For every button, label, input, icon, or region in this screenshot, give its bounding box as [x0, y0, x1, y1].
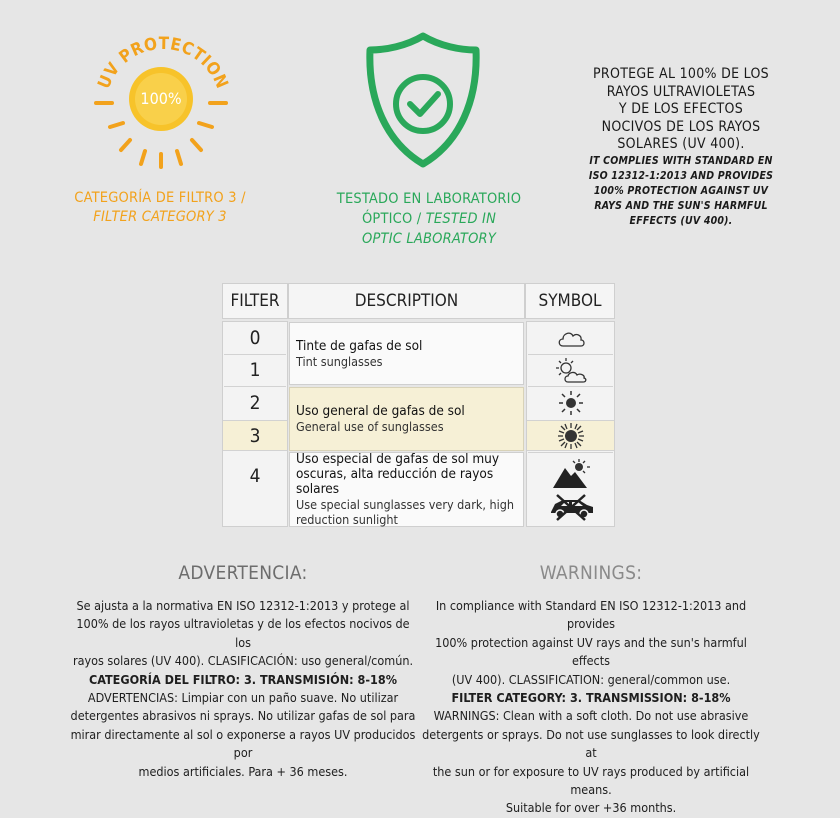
warnings-line: detergents or sprays. Do not use sunglasses to look directly at [422, 726, 760, 761]
filter-category-caption [40, 189, 280, 227]
advertencia-line: 100% de los rayos ultravioletas y de los efectos nocivos de los [76, 616, 410, 650]
description-es: Uso especial de gafas de sol muy oscuras, alta reducción de rayos solares [296, 451, 500, 497]
description-en: Use special sunglasses very dark, high reduction sunlight [296, 497, 514, 527]
protection-es-line: Y DE LOS EFECTOS [618, 101, 744, 117]
protection-en-line: ISO 12312-1:2013 AND PROVIDES [588, 169, 774, 182]
advertencia-line: mirar directamente al sol o exponerse a rayos UV producidos por [70, 726, 416, 761]
row-divider [528, 452, 613, 453]
shield-check-icon [362, 30, 484, 170]
symbol-cell [527, 420, 614, 451]
filter-number: 4 [249, 465, 261, 487]
lab-caption-es: ÓPTICO / [361, 211, 426, 227]
lab-tested-caption [300, 189, 558, 249]
description-es: Tinte de gafas de sol [296, 337, 423, 354]
advertencia-title: ADVERTENCIA: [178, 562, 308, 584]
advertencia-filter-category: CATEGORÍA DEL FILTRO: 3. TRANSMISIÓN: 8-18% [89, 671, 397, 687]
no-driving-icon [547, 492, 595, 522]
description-cell-0-1 [289, 322, 524, 385]
sun-cloud-icon [554, 357, 588, 385]
description-cell-2-3 [289, 387, 524, 451]
protection-en-line: RAYS AND THE SUN'S HARMFUL [594, 199, 768, 212]
protection-es-line: RAYOS ULTRAVIOLETAS [606, 83, 756, 100]
warnings-line: (UV 400). CLASSIFICATION: general/common use. [451, 671, 731, 687]
description-es: Uso general de gafas de sol [296, 403, 465, 419]
filter-number: 3 [249, 424, 261, 447]
protection-statement [564, 66, 798, 229]
protection-es-line: SOLARES (UV 400). [617, 136, 745, 152]
advertencia-line: ADVERTENCIAS: Limpiar con un paño suave. No utilizar [87, 690, 399, 706]
warnings-line: Suitable for over +36 months. [505, 800, 677, 816]
warnings-filter-category: FILTER CATEGORY: 3. TRANSMISSION: 8-18% [451, 690, 731, 706]
lab-tested-badge [362, 30, 484, 170]
warnings-line: In compliance with Standard EN ISO 12312-1:2013 and provides [435, 598, 747, 632]
filter-category-es: CATEGORÍA DE FILTRO 3 / [74, 190, 246, 206]
filter-number: 0 [249, 326, 261, 349]
symbol-cell [527, 455, 614, 493]
small-sun-icon [557, 389, 585, 417]
header-filter: FILTER [222, 283, 288, 319]
lab-caption-en: TESTED IN [425, 211, 497, 227]
protection-en-line: 100% PROTECTION AGAINST UV [593, 184, 769, 197]
protection-en-line: EFFECTS (UV 400). [629, 214, 733, 227]
filter-number: 2 [249, 392, 261, 414]
warnings-title: WARNINGS: [539, 562, 643, 584]
warnings-body [420, 597, 762, 818]
filter-number: 1 [249, 359, 261, 381]
header-symbol: SYMBOL [525, 283, 615, 319]
advertencia-line: medios artificiales. Para + 36 meses. [138, 763, 348, 779]
lab-caption-line3: OPTIC LABORATORY [362, 231, 496, 247]
protection-es-line: PROTEGE AL 100% DE LOS [593, 66, 769, 82]
description-cell-4 [289, 452, 524, 527]
symbol-cell [527, 491, 614, 523]
description-en: Tint sunglasses [296, 353, 383, 369]
cloud-icon [555, 327, 587, 349]
uv-percent-label: 100% [140, 89, 182, 108]
advertencia-line: rayos solares (UV 400). CLASIFICACIÓN: uso general/común. [72, 653, 414, 669]
mountain-sun-icon [551, 458, 591, 490]
protection-en-line: IT COMPLIES WITH STANDARD EN [589, 154, 773, 167]
advertencia-body [70, 597, 416, 781]
uv-protection-arc-text: UV PROTECTION [94, 36, 232, 92]
filter-category-en: FILTER CATEGORY 3 [93, 209, 227, 225]
warnings-line: the sun or for exposure to UV rays produced by artificial means. [432, 763, 750, 798]
advertencia-line: detergentes abrasivos ni sprays. No utilizar gafas de sol para [70, 708, 416, 724]
symbol-cell [527, 355, 614, 386]
bright-sun-icon [556, 422, 586, 450]
description-en: General use of sunglasses [296, 419, 444, 434]
warnings-line: 100% protection against UV rays and the sun's harmful effects [435, 634, 747, 669]
header-description: DESCRIPTION [288, 283, 525, 319]
symbol-cell [527, 387, 614, 419]
lab-caption-line1: TESTADO EN LABORATORIO [336, 191, 522, 207]
advertencia-line: Se ajusta a la normativa EN ISO 12312-1:2013 y protege al [76, 598, 410, 613]
warnings-line: WARNINGS: Clean with a soft cloth. Do not use abrasive [433, 708, 749, 724]
symbol-cell [527, 322, 614, 353]
uv-protection-badge [88, 36, 238, 176]
protection-es-line: NOCIVOS DE LOS RAYOS [601, 118, 761, 135]
